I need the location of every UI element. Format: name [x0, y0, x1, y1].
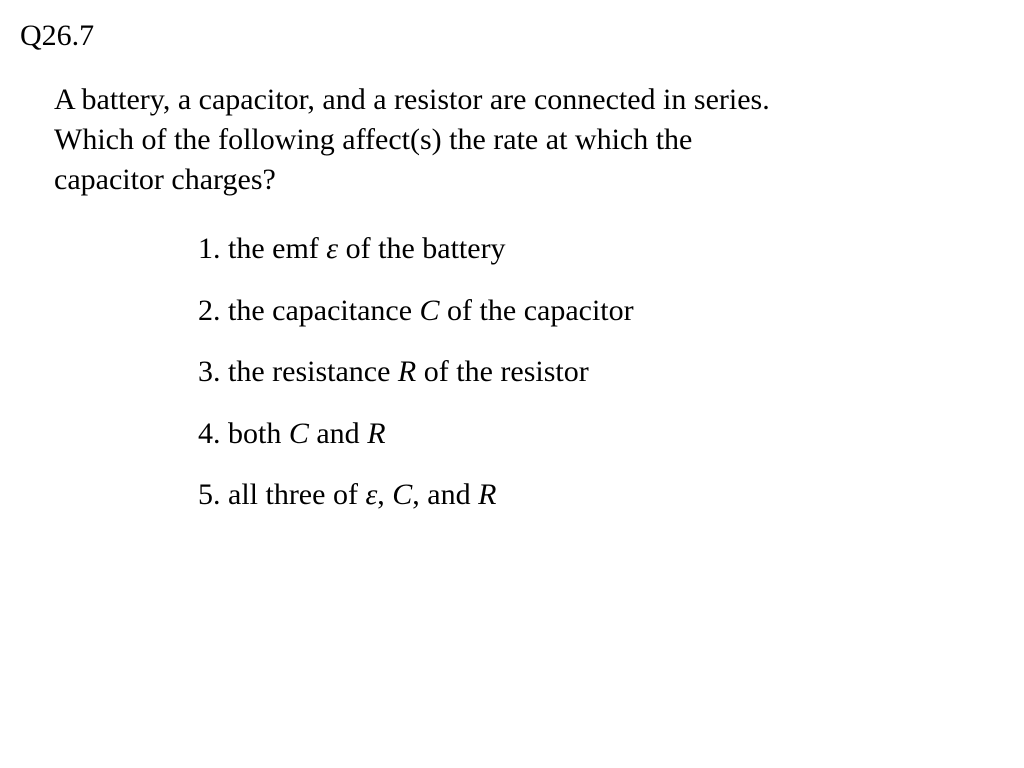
option-text: of the battery [338, 232, 506, 265]
answer-option-1[interactable] [198, 229, 634, 269]
option-text: 4. both [198, 416, 289, 450]
question-text [54, 80, 954, 200]
resistance-symbol: R [397, 355, 417, 388]
answer-option-5[interactable] [198, 475, 634, 515]
option-text: 5. all three of [198, 478, 366, 511]
resistance-symbol: R [367, 416, 386, 450]
answer-option-2[interactable] [198, 291, 634, 331]
capacitance-symbol: C [392, 478, 413, 511]
option-text: of the resistor [416, 355, 589, 388]
option-text: 3. the resistance [198, 355, 398, 388]
resistance-symbol: R [478, 478, 497, 511]
question-line: capacitor charges? [54, 163, 276, 196]
emf-symbol: ε [365, 478, 378, 511]
question-number: Q26.7 [20, 19, 95, 52]
option-text: , and [412, 478, 479, 511]
option-text: and [308, 416, 368, 450]
question-line: Which of the following affect(s) the rate at which the [54, 123, 693, 156]
emf-symbol: ε [326, 232, 339, 265]
question-line: A battery, a capacitor, and a resistor are connected in series. [54, 83, 770, 116]
option-text: of the capacitor [439, 293, 634, 327]
option-text: 1. the emf [198, 232, 327, 265]
answer-option-3[interactable] [198, 352, 634, 392]
option-text: , [377, 478, 393, 511]
answer-options [198, 229, 634, 515]
capacitance-symbol: C [419, 293, 440, 327]
answer-option-4[interactable] [198, 414, 634, 454]
capacitance-symbol: C [288, 416, 309, 450]
option-text: 2. the capacitance [198, 293, 420, 327]
